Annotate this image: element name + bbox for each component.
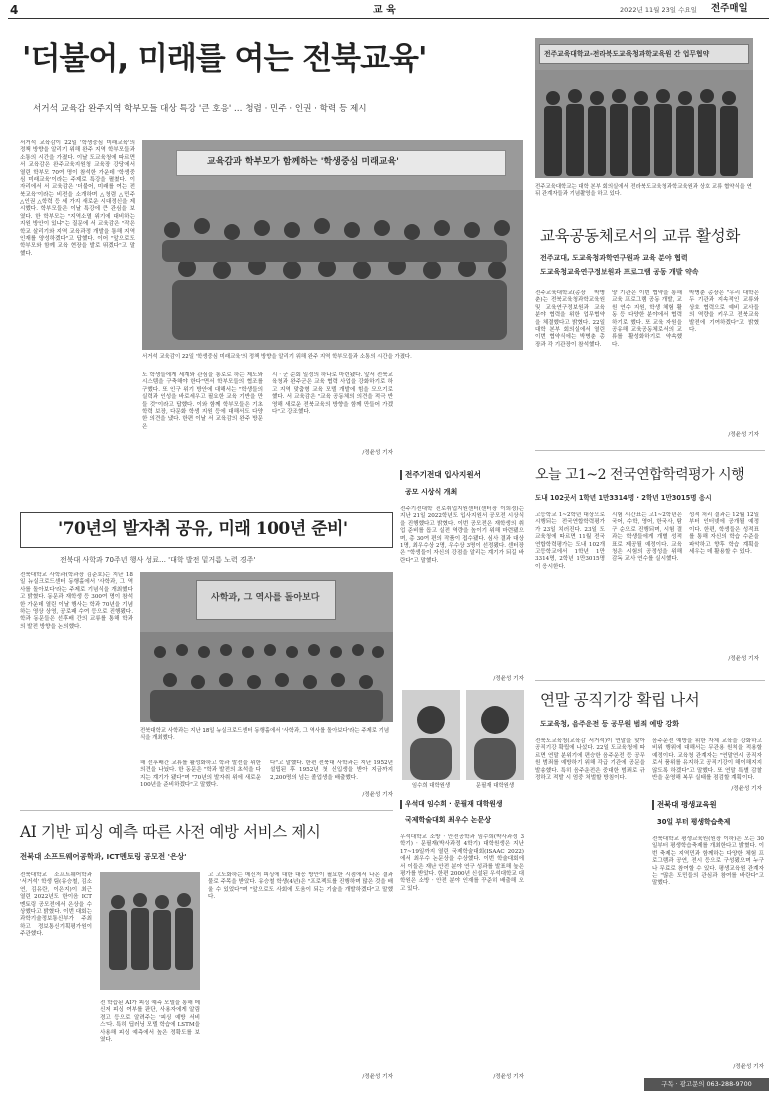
lead-column-3: 시 · 군 순회 일정의 하나로 마련됐다. 앞서 전북교육청과 완주군은 교육 협력 사업을 강화하기로 하고 지역 맞춤형 교육 모델 개발에 힘을 모으기로 했다. 서 교육감은 "교육 공동체의 의견을 적극 반영해 새로운 전북교육의 방향을 함께 만들어 가겠다"고 강조했다. xyxy=(272,372,393,415)
s70-photo xyxy=(140,572,393,722)
mou-photo-caption: 전주교육대학교는 대학 본부 회의실에서 전라북도교육청과학교육원과 상호 교류 협약식을 연 뒤 관계자들과 기념촬영을 하고 있다. xyxy=(535,184,752,198)
s70-photo-caption: 전북대학교 사학과는 지난 18일 뉴실크로드센터 동행홀에서 '사학과, 그 역사를 돌아보다'라는 주제로 기념식을 개최했다. xyxy=(140,728,390,742)
lead-headline: '더불어, 미래를 여는 전북교육' xyxy=(22,41,427,77)
ai-column-2: 전 학습된 AI가 피싱 예측 모델을 통해 메신저 피싱 여부를 판단, 사용자에게 알림 경고 등으로 알려주는 '피싱 예방 서비스'다. 특히 딥러닝 모델 학습에 LSTM을 사용해 피싱 예측에서 높은 정확도를 보였다. xyxy=(100,1000,200,1043)
mou-photo-banner xyxy=(539,44,749,64)
yeonmal-subhead: 도교육청, 음주운전 등 공무원 범죄 예방 강화 xyxy=(540,720,679,728)
s70-banner-text: 사학과, 그 역사를 돌아보다 xyxy=(211,593,320,603)
ai-photo xyxy=(100,872,200,990)
lead-column-1: 서거석 교육감이 22일 '학생중심 미래교육'의 정책 방향을 알리기 위해 완주 지역 학부모들과 소통의 시간을 가졌다. 이날 도교육청에 따르면 서 교육감은 완주교육지원청 교육장 강당에서 열린 학부모 70여 명이 참석한 가운데 '학생중심 미래교육'이라는 주제로 특강을 펼쳤다. 이 자리에서 서 교육감은 '더불어, 미래를 여는 전북교육'이라는 비전을 소개하며 △청렴 △민주 △인권 △학력 등 세 가지 새로운 시대정신을 제시했다. 학부모들은 이날 특강에 큰 관심을 보였다. 한 학부모는 "지역소멸 위기에 대비하는 지원 방안이 있냐"는 질문에 서 교육감은 "작은 학교 살리기와 지역 교육과정 개발을 통해 지역 인재를 양성하겠다"고 답했다. 이어 "앞으로도 학부모와 함께 교육 현장을 발로 뛰겠다"고 말했다. xyxy=(20,140,135,257)
page-number: 4 xyxy=(10,3,19,17)
lead-reporter: /정윤성 기자 xyxy=(362,450,393,456)
lifelong-headline: 전북대 평생교육원 xyxy=(652,800,764,810)
award-portrait-1-figure xyxy=(402,690,460,780)
section-name: 교 육 xyxy=(373,5,396,16)
award-name-1: 임수희 대학원생 xyxy=(411,783,451,789)
exam-column-2: 시험 시간표는 고1~2학년은 국어, 수학, 영어, 한국사, 탐구 순으로 진행되며, 시험 결과는 학생들에게 개별 성적표로 제공될 예정이다. 교육청은 시험의 공정성을 위해 감독 교사 연수를 실시했다. xyxy=(612,512,682,563)
s70-reporter: /정윤성 기자 xyxy=(362,792,393,798)
ai-photo-people xyxy=(100,872,200,990)
exam-headline: 오늘 고1~2 전국연합학력평가 시행 xyxy=(535,467,745,483)
s70-column-1: 전북대학교 사학과(학과장 김준호)는 지난 18일 뉴실크로드센터 동행홀에서 '사학과, 그 역사를 돌아보다'라는 주제로 기념식을 개최했다고 밝혔다. 동문과 재학생 등 300여 명이 참석한 가운데 열린 이날 행사는 학과 70년을 기념하는 영상 상영, 공로패 수여 등으로 진행됐다. 학과 동문들은 선후배 간의 교류를 통해 학과의 발전 방향을 논의했다. xyxy=(20,572,133,630)
ai-column-1: 전북대학교 소프트웨어학과 '서거석' 학생 팀(유승철, 김소연, 김유란, 이은지)이 최근 열린 2022년도 한이음 ICT멘토링 공모전에서 은상을 수상했다고 밝혔다. 이번 대회는 과학기술정보통신부가 주최하고 정보통신기획평가원이 주관했다. xyxy=(20,872,92,937)
lifelong-subhead: 30일 부터 평생학습축제 xyxy=(657,818,731,826)
yeonmal-divider xyxy=(535,680,765,681)
ai-subhead: 전북대 소프트웨어공학과, ICT멘토링 공모전 '은상' xyxy=(20,852,187,861)
s70-column-2: 해 선후배간 교류를 활성화하고 학과 발전을 위한 의견을 나눴다. 한 동문은 "학과 발전의 초석을 다지는 계기가 됐다"며 "70년의 발자취 위에 새로운 100년을 준비하겠다"고 말했다. xyxy=(140,760,261,789)
lifelong-body: 전북대학교 평생교육원(원장 이하)은 오는 30일부터 평생학습축제를 개최한다고 밝혔다. 이번 축제는 지역민과 함께하는 다양한 체험 프로그램과 공연, 전시 등으로 구성됐으며 누구나 무료로 참여할 수 있다. 평생교육원 관계자는 "많은 도민들의 관심과 참여를 바란다"고 말했다. xyxy=(652,836,764,887)
lead-column-2: 도 학생들에게 세계와 관심을 통로로 하는 제도와 시스템을 구축해야 한다"면서 학부모들의 협조를 구했다. 또 인구 위기 방안에 대해서는 "학생들의 실력과 인성을 바로세우고 필요한 교육 기반을 만들 것"이라고 답했다. 이와 함께 학부모들은 기초학력 보장, 다문화 학생 지원 등에 대해서도 다양한 의견을 냈다. 한편 이날 서 교육감의 완주 방문은 xyxy=(142,372,263,430)
award-headline: 우석대 임수희 · 문필재 대학원생 xyxy=(400,800,526,809)
exam-divider xyxy=(535,450,765,451)
award-reporter: /정윤성 기자 xyxy=(493,1074,524,1080)
mou-photo xyxy=(535,38,753,178)
jeonju-reporter: /정윤성 기자 xyxy=(493,676,524,682)
lifelong-reporter: /정윤성 기자 xyxy=(733,1064,764,1070)
mou-headline: 교육공동체로서의 교류 활성화 xyxy=(540,227,741,245)
s70-subhead: 전북대 사학과 70주년 행사 성료… '대학 발전 밑거름 노력 경주' xyxy=(60,556,256,564)
jeonju-headline: 전주기전대 입사지원서 xyxy=(400,470,524,480)
mou-column-1: 전주교육대학교(총장 박병춘)는 전북교육청과학교육원 및 교육연구정보원과 교육 분야 협력을 위한 업무협약을 체결했다고 밝혔다. 22일 대학 본부 회의실에서 열린 이번 협약식에는 박병춘 총장과 각 기관장이 참석했다. xyxy=(535,290,605,348)
lead-photo-crowd xyxy=(142,190,523,350)
award-portrait-2 xyxy=(466,690,524,780)
s70-headline: '70년의 발자취 공유, 미래 100년 준비' xyxy=(58,519,348,539)
award-subhead: 국제학술대회 최우수 논문상 xyxy=(405,816,492,824)
paper-name: 전주매일 xyxy=(711,3,748,14)
mou-subhead-2: 도교육청교육연구정보원과 프로그램 공동 개발 약속 xyxy=(540,268,699,276)
exam-reporter: /정윤성 기자 xyxy=(728,656,759,662)
s70-photo-screen xyxy=(196,580,336,620)
award-portrait-2-figure xyxy=(466,690,524,780)
ai-divider xyxy=(20,810,393,811)
mou-column-3: 박병춘 총장은 "우리 대학은 두 기관과 지속적인 교류와 상호 협력으로 예비 교사들의 역량을 키우고 전북교육 발전에 기여하겠다"고 밝혔다. xyxy=(689,290,759,333)
s70-column-3: 다"고 말했다. 한편 전북대 사학과는 지난 1952년 설립된 후 1952년 첫 신입생을 받아 지금까지 2,200명의 넘는 졸업생을 배출했다. xyxy=(270,760,393,781)
mou-reporter: /정윤성 기자 xyxy=(728,432,759,438)
footer-subscription xyxy=(644,1078,769,1091)
award-portrait-1 xyxy=(402,690,460,780)
yeonmal-column-2: 음주운전 예방을 위한 자체 교육을 강화하고 비위 행위에 대해서는 무관용 원칙을 적용할 예정이다. 교육청 관계자는 "연말연시 공직자로서 품위를 유지하고 공직기강이 해이해지지 않도록 하겠다"고 말했다. 또 연말 특별 감찰반을 운영해 복무 실태를 점검할 계획이다. xyxy=(652,738,762,781)
issue-date: 2022년 11월 23일 수요일 xyxy=(620,6,697,14)
page-header xyxy=(8,3,769,19)
jeonju-body: 전주기전대학 진로취업지원센터(센터장 이희정)는 지난 21일 2022학년도 입사지원서 공모전 시상식을 진행했다고 밝혔다. 이번 공모전은 재학생의 취업 준비를 돕고 실전 역량을 높이기 위해 마련됐으며, 총 30여 편의 작품이 접수됐다. 심사 결과 대상 1명, 최우수상 2명, 우수상 3명이 선정됐다. 센터장은 "학생들이 자신의 강점을 알리는 계기가 되길 바란다"고 말했다. xyxy=(400,506,524,564)
award-body: 우석대학교 소방 · 안전공학과 임수희(박사과정 3학기) · 문필재(박사과정 4학기) 대학원생은 지난 17~19일까지 열린 국제학술대회(ISAAC 2022)에서 최우수 논문상을 수상했다. 이번 학술대회에서 이들은 재난 안전 분야 연구 성과를 발표해 높은 평가를 받았다. 한편 2000년 신설된 우석대학교 대학원은 소방 · 안전 분야 인재를 꾸준히 배출해 오고 있다. xyxy=(400,834,524,892)
ai-headline: AI 기반 피싱 예측 따른 사전 예방 서비스 제시 xyxy=(20,823,321,841)
lead-banner-text: 교육감과 학부모가 함께하는 '학생중심 미래교육' xyxy=(207,157,399,167)
exam-column-3: 성적 처리 결과는 12월 12일부터 인터넷에 공개될 예정이다. 한편, 학생들은 성적표를 통해 자신의 학습 수준을 파악하고 향후 학습 계획을 세우는 데 활용할 수 있다. xyxy=(689,512,759,555)
yeonmal-reporter: /정윤성 기자 xyxy=(731,786,762,792)
lead-photo-caption: 서거석 교육감이 22일 '학생중심 미래교육'의 정책 방향을 알리기 위해 완주 지역 학부모들과 소통의 시간을 가졌다. xyxy=(142,354,412,360)
mou-photo-people xyxy=(535,70,753,178)
jeonju-subhead: 공모 시상식 개최 xyxy=(405,488,458,496)
award-name-2: 문필재 대학원생 xyxy=(475,783,515,789)
lead-photo-banner xyxy=(176,150,506,176)
ai-column-3: 고 고도화하는 메신저 피싱에 대한 대응 방안이 필요한 시점에서 나온 결과물로 주목을 받았다. 유승철 학생(4년)은 "프로젝트를 진행하며 많은 것을 배울 수 있었다"며 "앞으로도 사회에 도움이 되는 기술을 개발하겠다"고 말했다. xyxy=(208,872,393,901)
mou-subhead-1: 전주교대, 도교육청과학연구원과 교육 분야 협력 xyxy=(540,254,688,262)
mou-banner-text: 전주교육대학교-전라북도교육청과학교육원 간 업무협약 xyxy=(544,50,710,58)
footer-text: 구독 · 광고문의 063-288-9700 xyxy=(661,1080,752,1088)
yeonmal-headline: 연말 공직기강 확립 나서 xyxy=(540,691,700,709)
lead-subhead: 서거석 교육감 완주지역 학부모들 대상 특강 '큰 호응' … 청렴 · 민주 · 인권 · 학력 등 제시 xyxy=(33,104,367,114)
lead-photo xyxy=(142,140,523,350)
s70-photo-crowd xyxy=(140,632,393,722)
yeonmal-column-1: 전북도교육청(교육감 서거석)이 연말을 맞아 공직기강 확립에 나섰다. 22일 도교육청에 따르면 연말 분위기에 편승한 음주운전 등 공무원 범죄를 예방하기 위해 각급 기관에 공문을 발송했다. 특히 음주운전은 중대한 범죄로 규정하고 적발 시 엄중 처벌할 방침이다. xyxy=(535,738,645,781)
mou-column-2: 양 기관은 이번 협약을 통해 교육 프로그램 공동 개발, 교원 연수 지원, 학생 체험 활동 등 다양한 분야에서 협력하기로 했다. 또 교육 자원을 공유해 교육공동체로서의 교류를 활성화하기로 약속했다. xyxy=(612,290,682,348)
exam-subhead: 도내 102곳서 1학년 1만3314명 · 2학년 1만3015명 응시 xyxy=(535,494,712,502)
ai-reporter: /정윤성 기자 xyxy=(362,1074,393,1080)
exam-column-1: 고등학교 1~2학년 대상으로 시행되는 전국연합학력평가가 23일 치러진다. 23일 도교육청에 따르면 11월 전국연합학력평가는 도내 102개 고등학교에서 1학년 1만3314명, 2학년 1만3015명이 응시한다. xyxy=(535,512,605,570)
